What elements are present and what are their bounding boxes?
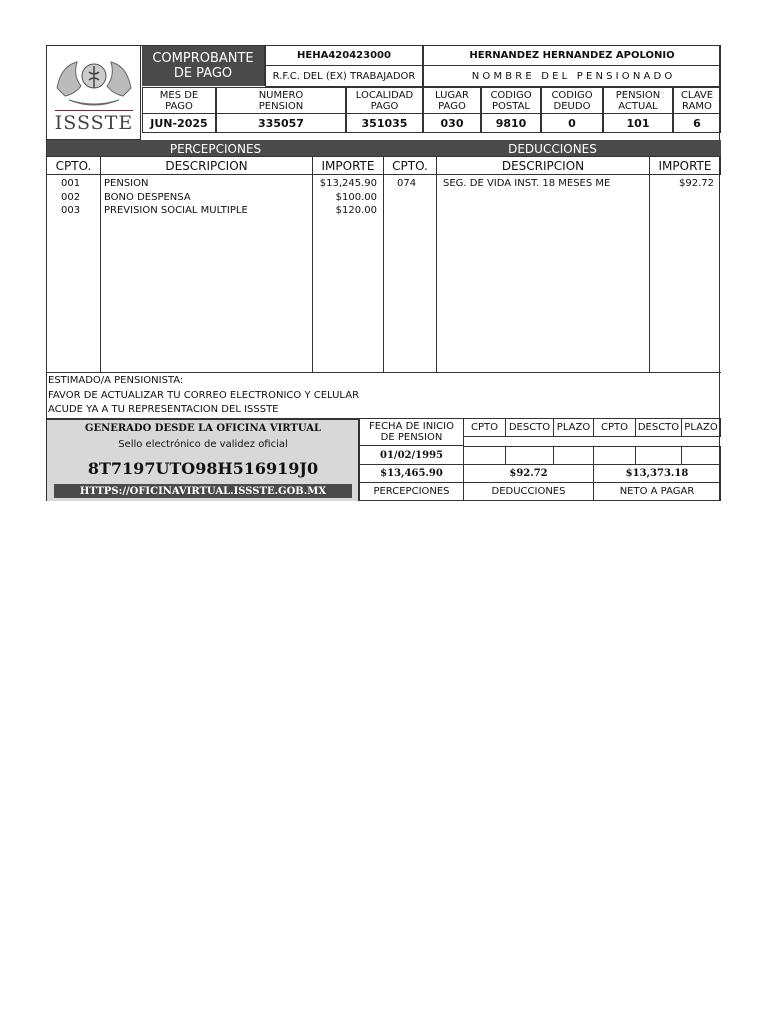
localidad-pago-value: 351035 [346,113,423,133]
ded-desc-col-header: DESCRIPCION [436,156,650,175]
perc-importes: $13,245.90 $100.00 $120.00 [319,178,377,216]
rfc-label: R.F.C. DEL (EX) TRABAJADOR [265,65,423,87]
payment-receipt [46,45,720,501]
perc-desc-col-header: DESCRIPCION [100,156,313,175]
descto-col-2: DESCTO [635,418,682,437]
numero-pension-value: 335057 [216,113,346,133]
receipt-title: COMPROBANTE DE PAGO [142,46,265,86]
codigo-postal-value: 9810 [481,113,541,133]
empty-cell [505,446,554,465]
perc-cptos: 001 002 003 [61,178,81,216]
pension-actual-label: PENSION ACTUAL [603,87,673,114]
ded-importe-col-header: IMPORTE [649,156,721,175]
perc-cpto-col-header: CPTO. [46,156,101,175]
concepts-body [47,174,721,373]
ded-cpto-col-header: CPTO. [383,156,437,175]
neto-total: $13,373.18 [593,464,721,483]
percepciones-total: $13,465.90 [359,464,464,483]
perc-importe-col-header: IMPORTE [312,156,384,175]
fecha-inicio-value: 01/02/1995 [359,445,464,465]
message-line-3: ACUDE YA A TU REPRESENTACION DEL ISSSTE [48,404,279,415]
cpto-col-1: CPTO [463,418,506,437]
neto-total-label: NETO A PAGAR [593,482,721,501]
empty-cell [553,446,594,465]
seal-code: 8T7197UTO98H516919J0 [87,459,319,478]
ded-importes: $92.72 [679,178,714,189]
lugar-pago-label: LUGAR PAGO [423,87,481,114]
cpto-col-2: CPTO [593,418,636,437]
localidad-pago-label: LOCALIDAD PAGO [346,87,423,114]
descto-col-1: DESCTO [505,418,554,437]
percepciones-total-label: PERCEPCIONES [359,482,464,501]
deducciones-total: $92.72 [463,464,594,483]
issste-wordmark: ISSSTE [54,112,134,134]
mes-pago-value: JUN-2025 [142,113,216,133]
codigo-deudo-value: 0 [541,113,603,133]
plazo-col-1: PLAZO [553,418,594,437]
lugar-pago-value: 030 [423,113,481,133]
pensioner-name: HERNANDEZ HERNANDEZ APOLONIO [423,45,721,66]
numero-pension-label: NUMERO PENSION [216,87,346,114]
seal-label: Sello electrónico de validez oficial [118,439,288,450]
issste-logo [47,46,141,140]
pensioner-message [48,374,359,418]
empty-cell [681,446,721,465]
empty-cell [463,446,506,465]
codigo-postal-label: CODIGO POSTAL [481,87,541,114]
mes-pago-label: MES DE PAGO [142,87,216,114]
rfc-value: HEHA420423000 [265,45,423,66]
hands-emblem-icon [47,48,141,112]
pension-actual-value: 101 [603,113,673,133]
clave-ramo-value: 6 [673,113,721,133]
empty-cell [593,446,636,465]
ded-descs: SEG. DE VIDA INST. 18 MESES ME [443,178,611,189]
plazo-col-2: PLAZO [681,418,721,437]
perc-descs: PENSION BONO DESPENSA PREVISION SOCIAL MULTIPLE [104,178,248,216]
message-line-2: FAVOR DE ACTUALIZAR TU CORREO ELECTRONICO Y CELULAR [48,389,360,401]
virtual-office-link[interactable]: HTTPS://OFICINAVIRTUAL.ISSSTE.GOB.MX [54,484,352,498]
codigo-deudo-label: CODIGO DEUDO [541,87,603,114]
deducciones-total-label: DEDUCCIONES [463,482,594,501]
empty-cell [635,446,682,465]
percepciones-header: PERCEPCIONES [47,140,384,157]
ded-cptos: 074 [397,178,417,189]
fecha-inicio-label: FECHA DE INICIO DE PENSION [359,418,464,446]
pensioner-name-label: N O M B R E D E L P E N S I O N A D O [423,65,721,87]
clave-ramo-label: CLAVE RAMO [673,87,721,114]
deducciones-header: DEDUCCIONES [384,140,721,157]
virtual-office-title: GENERADO DESDE LA OFICINA VIRTUAL [84,423,322,434]
virtual-office-box [47,418,359,501]
message-line-1: ESTIMADO/A PENSIONISTA: [48,375,184,386]
